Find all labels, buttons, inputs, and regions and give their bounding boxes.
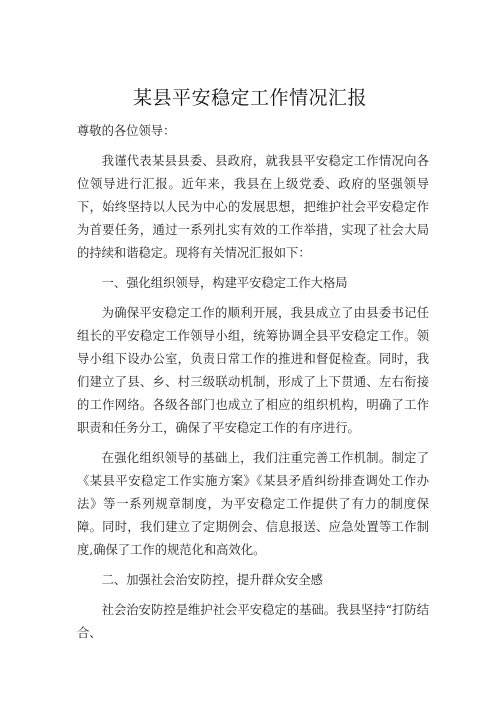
paragraph-intro: 我谨代表某县县委、县政府，就我县平安稳定工作情况向各位领导进行汇报。近年来，我县在上级党委、政府的坚强领导下，始终坚持以人民为中心的发展思想，把维护社会平安稳定作为首要任务，通过一系列扎实有效的工作举措，实现了社会大局的持续和谐稳定。现将有关情况汇报如下： (77, 154, 429, 260)
paragraph-organization: 为确保平安稳定工作的顺利开展，我县成立了由县委书记任组长的平安稳定工作领导小组，统筹协调全县平安稳定工作。领导小组下设办公室，负责日常工作的推进和督促检查。同时，我们建立了县、乡、村三级联动机制，形成了上下贯通、左右衔接的工作网络。各级各部门也成立了相应的组织机构，明确了工作职责和任务分工，确保了平安稳定工作的有序进行。 (77, 306, 429, 435)
section-heading-2: 二、加强社会治安防控，提升群众安全感 (101, 573, 323, 587)
document-title: 某县平安稳定工作情况汇报 (132, 87, 367, 109)
salutation: 尊敬的各位领导： (77, 124, 176, 138)
section-heading-1: 一、强化组织领导，构建平安稳定工作大格局 (101, 276, 348, 290)
paragraph-mechanism: 在强化组织领导的基础上，我们注重完善工作机制。制定了《某县平安稳定工作实施方案》《某县矛盾纠纷排查调处工作办法》等一系列规章制度，为平安稳定工作提供了有力的制度保障。同时，我们建立了定期例会、信息报送、应急处置等工作制度,确保了工作的规范化和高效化。 (77, 451, 429, 557)
paragraph-security: 社会治安防控是维护社会平安稳定的基础。我县坚持“打防结合、 (77, 603, 429, 640)
document-body (77, 120, 429, 652)
